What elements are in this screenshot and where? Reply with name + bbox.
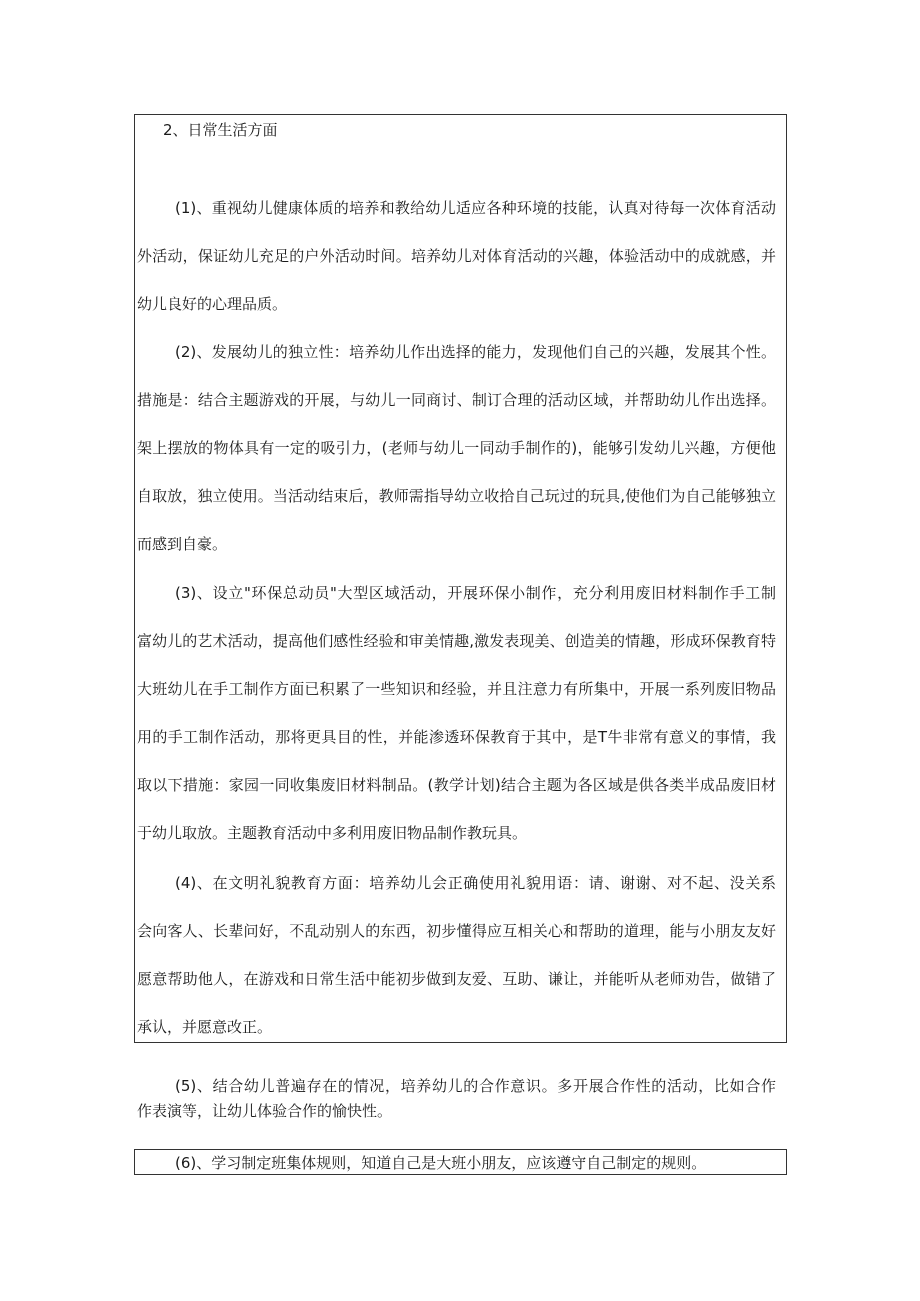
paragraph-5-line-2: 作表演等，让幼儿体验合作的愉快性。 <box>137 1102 393 1120</box>
paragraph-1-line-3: 幼儿良好的心理品质。 <box>137 295 288 313</box>
paragraph-6: (6)、学习制定班集体规则，知道自己是大班小朋友，应该遵守自己制定的规则。 <box>175 1154 707 1172</box>
section-heading: 2、日常生活方面 <box>163 121 278 139</box>
paragraph-4-line-3: 愿意帮助他人，在游戏和日常生活中能初步做到友爱、互助、谦让，并能听从老师劝告，做错了 <box>137 970 776 988</box>
paragraph-1-line-1: (1)、重视幼儿健康体质的培养和教给幼儿适应各种环境的技能，认真对待每一次体育活动 <box>175 199 776 217</box>
paragraph-3-line-1: (3)、设立"环保总动员"大型区域活动，开展环保小制作，充分利用废旧材料制作手工制 <box>175 584 776 602</box>
paragraph-3-line-2: 富幼儿的艺术活动，提高他们感性经验和审美情趣,激发表现美、创造美的情趣，形成环保教育特 <box>137 632 776 650</box>
paragraph-4-line-2: 会向客人、长辈问好，不乱动别人的东西，初步懂得应互相关心和帮助的道理，能与小朋友友好 <box>137 922 776 940</box>
paragraph-4-line-1: (4)、在文明礼貌教育方面：培养幼儿会正确使用礼貌用语：请、谢谢、对不起、没关系 <box>175 874 776 892</box>
paragraph-2-line-1: (2)、发展幼儿的独立性：培养幼儿作出选择的能力，发现他们自己的兴趣，发展其个性。 <box>175 343 776 361</box>
paragraph-3-line-3: 大班幼儿在手工制作方面已积累了一些知识和经验，并且注意力有所集中，开展一系列废旧物品 <box>137 680 776 698</box>
paragraph-1-line-2: 外活动，保证幼儿充足的户外活动时间。培养幼儿对体育活动的兴趣，体验活动中的成就感，并 <box>137 247 776 265</box>
paragraph-5-line-1: (5)、结合幼儿普遍存在的情况，培养幼儿的合作意识。多开展合作性的活动，比如合作 <box>175 1077 776 1095</box>
paragraph-3-line-5: 取以下措施：家园一同收集废旧材料制品。(教学计划)结合主题为各区域是供各类半成品废旧材 <box>137 776 776 794</box>
paragraph-3-line-6: 于幼儿取放。主题教育活动中多利用废旧物品制作教玩具。 <box>137 824 528 842</box>
paragraph-2-line-2: 措施是：结合主题游戏的开展，与幼儿一同商讨、制订合理的活动区域，并帮助幼儿作出选择。 <box>137 391 776 409</box>
paragraph-3-line-4: 用的手工制作活动，那将更具目的性，并能渗透环保教育于其中，是T牛非常有意义的事情，我 <box>137 728 776 746</box>
paragraph-4-line-4: 承认，并愿意改正。 <box>137 1018 273 1036</box>
paragraph-2-line-5: 而感到自豪。 <box>137 535 228 553</box>
paragraph-2-line-3: 架上摆放的物体具有一定的吸引力，(老师与幼儿一同动手制作的)，能够引发幼儿兴趣，方便他 <box>137 439 776 457</box>
paragraph-2-line-4: 自取放，独立使用。当活动结束后，教师需指导幼立收拾自己玩过的玩具,使他们为自己能够独立 <box>137 487 776 505</box>
